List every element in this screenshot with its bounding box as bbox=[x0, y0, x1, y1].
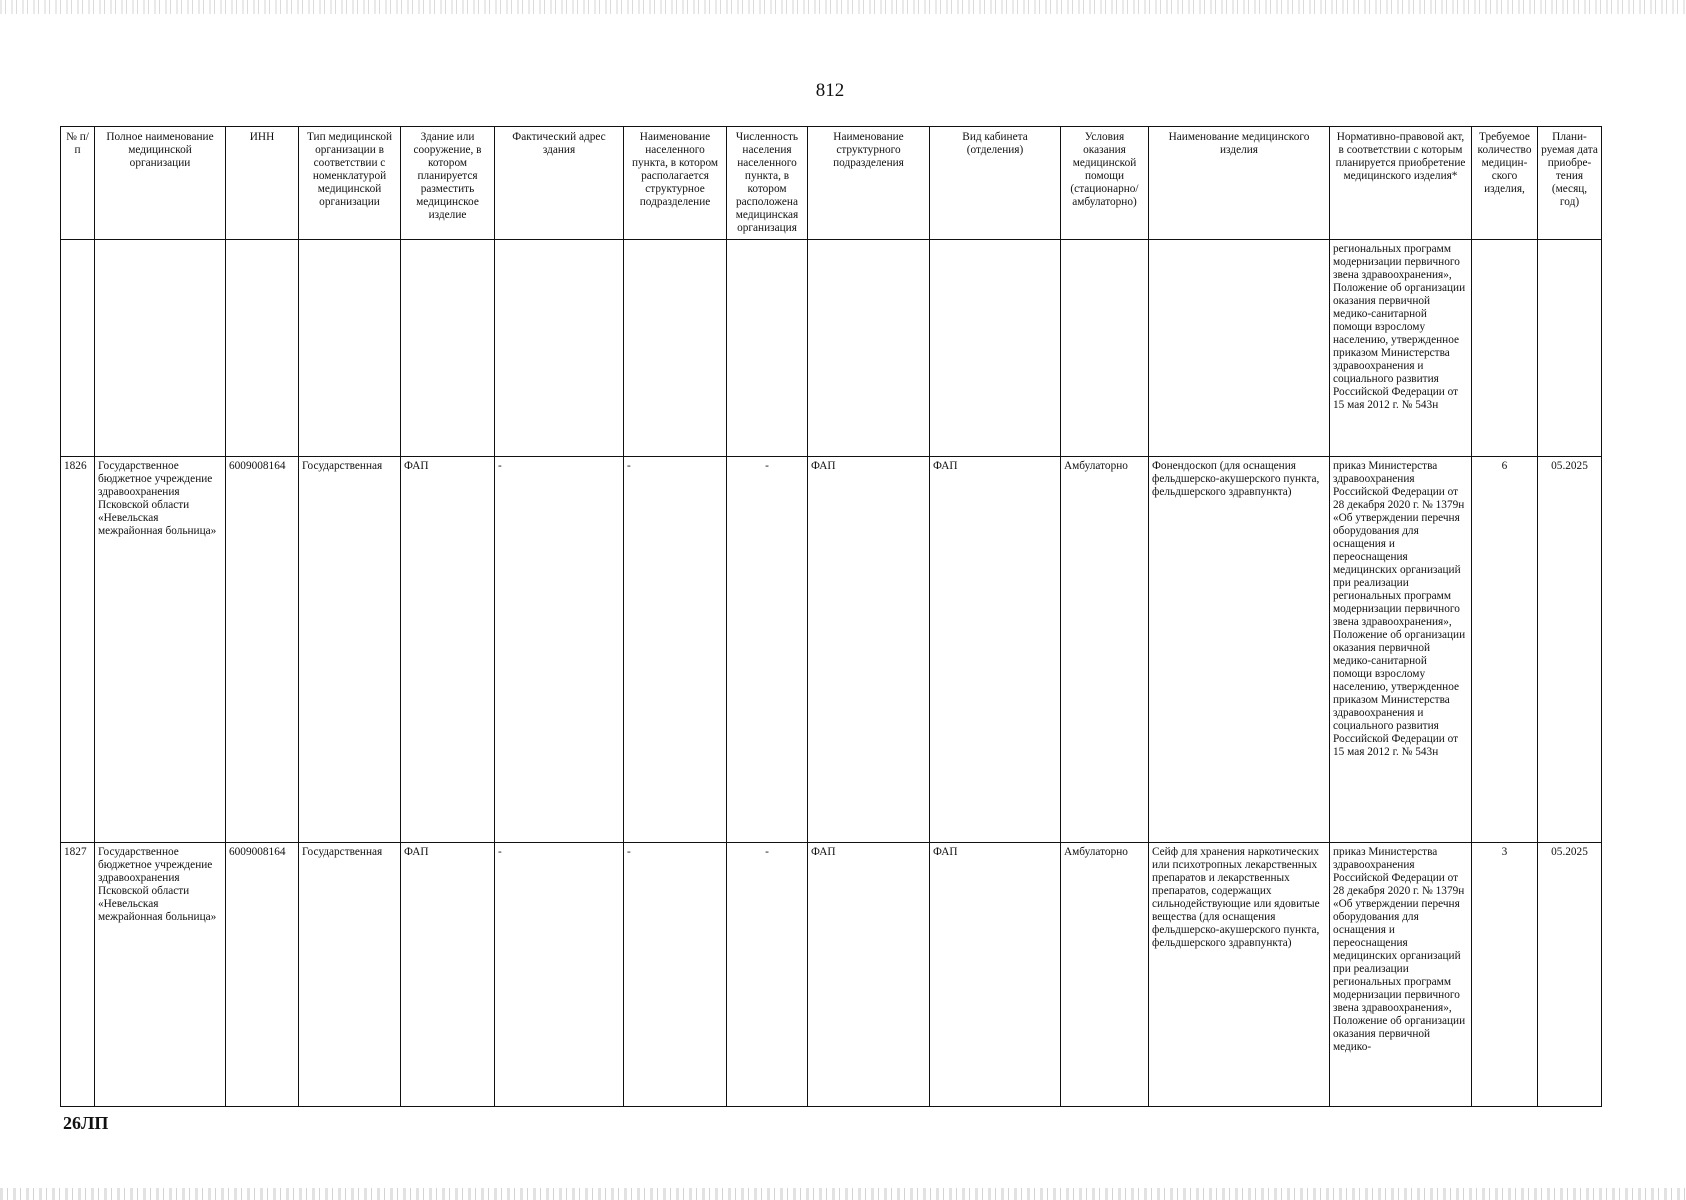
header-unit: Наименование структурного подразделения bbox=[808, 127, 930, 240]
cell-address: - bbox=[495, 457, 624, 843]
header-cabinet: Вид кабинета (отделения) bbox=[930, 127, 1061, 240]
cell-unit: ФАП bbox=[808, 457, 930, 843]
header-population: Численность населения населенного пункта, в котором расположена медицинская организация bbox=[727, 127, 808, 240]
cell-conditions: Амбулаторно bbox=[1061, 843, 1149, 1107]
cell-unit: ФАП bbox=[808, 843, 930, 1107]
cell-quantity: 6 bbox=[1472, 457, 1538, 843]
equipment-registry-table bbox=[60, 126, 1602, 1107]
table-row-continuation bbox=[61, 240, 1602, 457]
header-address: Фактический адрес здания bbox=[495, 127, 624, 240]
cell-building: ФАП bbox=[401, 457, 495, 843]
cell-settlement: - bbox=[624, 843, 727, 1107]
header-num: № п/п bbox=[61, 127, 95, 240]
header-device: Наименование медицинского изделия bbox=[1149, 127, 1330, 240]
cell-population: - bbox=[727, 457, 808, 843]
cell-building: ФАП bbox=[401, 843, 495, 1107]
cell-act: приказ Министерства здравоохранения Российской Федерации от 28 декабря 2020 г. № 1379н «Об утверждении перечня оборудования для оснащения и переоснащения медицинских организаций при реализации региональных программ модернизации первичного звена здравоохранения», Положение об организации оказания первичной медико- bbox=[1330, 843, 1472, 1107]
cell-org-type: Государственная bbox=[299, 457, 401, 843]
cell-num: 1827 bbox=[61, 843, 95, 1107]
scan-edge-bottom bbox=[0, 1188, 1686, 1200]
header-row bbox=[61, 127, 1602, 240]
cell-inn: 6009008164 bbox=[226, 843, 299, 1107]
cell-org-name: Государственное бюджетное учреждение здравоохранения Псковской области «Невельская межрайонная больница» bbox=[95, 843, 226, 1107]
header-date: Плани-руемая дата приобре-тения (месяц, год) bbox=[1538, 127, 1602, 240]
document-code: 26ЛП bbox=[63, 1113, 109, 1133]
header-conditions: Условия оказания медицинской помощи (стационарно/ амбулаторно) bbox=[1061, 127, 1149, 240]
header-act: Нормативно-правовой акт, в соответствии с которым планируется приобретение медицинского изделия* bbox=[1330, 127, 1472, 240]
table-row bbox=[61, 843, 1602, 1107]
cell-org-name: Государственное бюджетное учреждение здравоохранения Псковской области «Невельская межрайонная больница» bbox=[95, 457, 226, 843]
cell-date: 05.2025 bbox=[1538, 843, 1602, 1107]
table-row bbox=[61, 457, 1602, 843]
cell-act: приказ Министерства здравоохранения Российской Федерации от 28 декабря 2020 г. № 1379н «Об утверждении перечня оборудования для оснащения и переоснащения медицинских организаций при реализации региональных программ модернизации первичного звена здравоохранения», Положение об организации оказания первичной медико-санитарной помощи взрослому населению, утвержденное приказом Министерства здравоохранения и социального развития Российской Федерации от 15 мая 2012 г. № 543н bbox=[1330, 457, 1472, 843]
cell-cabinet: ФАП bbox=[930, 843, 1061, 1107]
cell-settlement: - bbox=[624, 457, 727, 843]
header-org-name: Полное наименование медицинской организации bbox=[95, 127, 226, 240]
header-quantity: Требуемое количество медицин-ского изделия, bbox=[1472, 127, 1538, 240]
page-number: 812 bbox=[815, 80, 845, 101]
cell-address: - bbox=[495, 843, 624, 1107]
cell-num: 1826 bbox=[61, 457, 95, 843]
cell-date: 05.2025 bbox=[1538, 457, 1602, 843]
header-inn: ИНН bbox=[226, 127, 299, 240]
cell-act: региональных программ модернизации первичного звена здравоохранения», Положение об организации оказания первичной медико-санитарной помощи взрослому населению, утвержденное приказом Министерства здравоохранения и социального развития Российской Федерации от 15 мая 2012 г. № 543н bbox=[1330, 240, 1472, 457]
header-building: Здание или сооружение, в котором планируется разместить медицинское изделие bbox=[401, 127, 495, 240]
cell-population: - bbox=[727, 843, 808, 1107]
cell-device: Сейф для хранения наркотических или психотропных лекарственных препаратов и лекарственных препаратов, содержащих сильнодействующие или ядовитые вещества (для оснащения фельдшерско-акушерского пункта, фельдшерского здравпункта) bbox=[1149, 843, 1330, 1107]
cell-inn: 6009008164 bbox=[226, 457, 299, 843]
header-settlement: Наименование населенного пункта, в котором располагается структурное подразделение bbox=[624, 127, 727, 240]
cell-org-type: Государственная bbox=[299, 843, 401, 1107]
header-org-type: Тип медицинской организации в соответствии с номенклатурой медицинской организации bbox=[299, 127, 401, 240]
cell-device: Фонендоскоп (для оснащения фельдшерско-акушерского пункта, фельдшерского здравпункта) bbox=[1149, 457, 1330, 843]
cell-conditions: Амбулаторно bbox=[1061, 457, 1149, 843]
scan-edge-top bbox=[0, 0, 1686, 14]
cell-quantity: 3 bbox=[1472, 843, 1538, 1107]
cell-cabinet: ФАП bbox=[930, 457, 1061, 843]
